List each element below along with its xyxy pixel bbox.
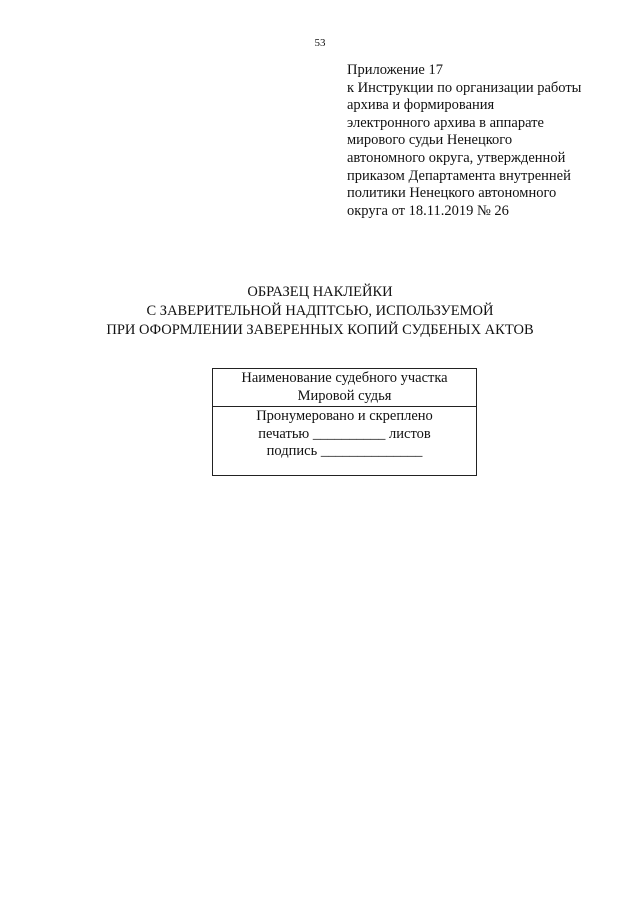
heading-line: ОБРАЗЕЦ НАКЛЕЙКИ	[247, 284, 393, 300]
appendix-line: электронного архива в аппарате	[347, 114, 544, 131]
heading-line: ПРИ ОФОРМЛЕНИИ ЗАВЕРЕННЫХ КОПИЙ СУДБЕНЫХ АКТОВ	[106, 322, 534, 338]
appendix-line: округа от 18.11.2019 № 26	[347, 202, 509, 219]
label-line: печатью __________ листов	[258, 425, 431, 442]
label-line: подпись ______________	[266, 443, 423, 459]
appendix-line: автономного округа, утвержденной	[347, 149, 566, 166]
label-line: Наименование судебного участка	[241, 370, 448, 386]
appendix-line: политики Ненецкого автономного	[347, 185, 557, 202]
appendix-line: мирового судьи Ненецкого	[347, 132, 513, 149]
appendix-reference-block	[347, 62, 607, 220]
label-court-section	[213, 369, 476, 407]
label-line: Пронумеровано и скреплено	[256, 408, 433, 424]
label-line: Мировой судья	[297, 387, 392, 404]
document-heading	[0, 283, 640, 340]
appendix-line: приказом Департамента внутренней	[347, 167, 571, 184]
page-number: 53	[314, 37, 326, 49]
appendix-line: к Инструкции по организации работы	[347, 79, 582, 96]
certification-label-sample	[212, 368, 477, 476]
appendix-line: архива и формирования	[347, 97, 495, 114]
heading-line: С ЗАВЕРИТЕЛЬНОЙ НАДПТСЬЮ, ИСПОЛЬЗУЕМОЙ	[146, 303, 494, 319]
appendix-line: Приложение 17	[347, 62, 443, 78]
label-certification-section	[213, 407, 476, 475]
